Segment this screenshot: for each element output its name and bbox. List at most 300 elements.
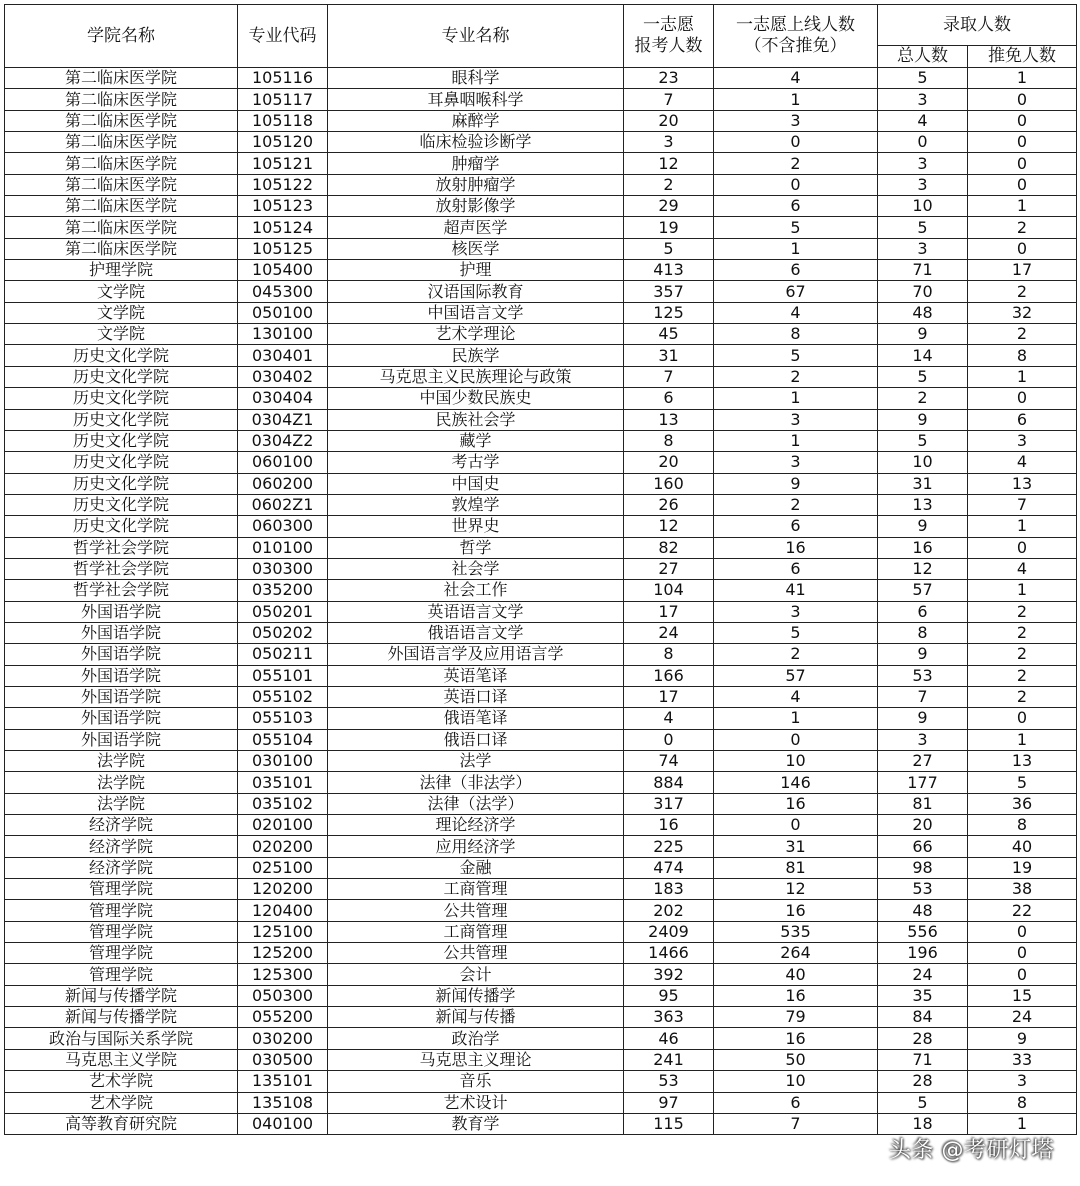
code-cell: 025100 [238,857,328,878]
code-cell: 125200 [238,943,328,964]
qualified-cell: 1 [714,708,878,729]
major-cell: 肿瘤学 [328,153,624,174]
qualified-cell: 67 [714,281,878,302]
table-body [5,68,1077,1135]
table-row [5,836,1077,857]
college-cell: 政治与国际关系学院 [5,1028,238,1049]
code-cell: 135108 [238,1092,328,1113]
code-cell: 055102 [238,686,328,707]
major-cell: 世界史 [328,516,624,537]
qualified-cell: 4 [714,302,878,323]
exempt-cell: 22 [968,900,1077,921]
table-row [5,729,1077,750]
qualified-cell: 12 [714,879,878,900]
table-row [5,601,1077,622]
major-cell: 英语口译 [328,686,624,707]
applicants-cell: 20 [624,452,714,473]
college-cell: 外国语学院 [5,708,238,729]
qualified-cell: 535 [714,921,878,942]
applicants-cell: 6 [624,388,714,409]
table-row [5,324,1077,345]
applicants-cell: 12 [624,153,714,174]
major-cell: 英语语言文学 [328,601,624,622]
exempt-header: 推免人数 [968,46,1077,68]
applicants-cell: 24 [624,622,714,643]
qualified-cell: 1 [714,430,878,451]
code-cell: 135101 [238,1071,328,1092]
admitted-total-cell: 9 [878,409,968,430]
watermark: 头条 @考研灯塔 [889,1138,1054,1163]
major-cell: 俄语口译 [328,729,624,750]
major-cell: 金融 [328,857,624,878]
major-cell: 俄语语言文学 [328,622,624,643]
major-cell: 临床检验诊断学 [328,132,624,153]
table-row [5,708,1077,729]
admitted-total-cell: 28 [878,1028,968,1049]
qualified-cell: 2 [714,366,878,387]
code-cell: 040100 [238,1113,328,1134]
major-cell: 放射肿瘤学 [328,174,624,195]
college-cell: 护理学院 [5,260,238,281]
college-cell: 艺术学院 [5,1092,238,1113]
applicants-cell: 19 [624,217,714,238]
major-cell: 哲学 [328,537,624,558]
qualified-cell: 1 [714,388,878,409]
table-row [5,302,1077,323]
exempt-cell: 0 [968,174,1077,195]
applicants-header-line1: 一志愿 [643,15,694,35]
college-cell: 第二临床医学院 [5,196,238,217]
table-row [5,174,1077,195]
applicants-cell: 23 [624,68,714,89]
qualified-cell: 146 [714,772,878,793]
qualified-cell: 2 [714,644,878,665]
table-row [5,281,1077,302]
major-cell: 教育学 [328,1113,624,1134]
admitted-total-cell: 10 [878,196,968,217]
admitted-total-cell: 20 [878,815,968,836]
college-cell: 文学院 [5,302,238,323]
major-cell: 马克思主义民族理论与政策 [328,366,624,387]
admitted-total-cell: 48 [878,302,968,323]
college-cell: 法学院 [5,751,238,772]
code-cell: 030401 [238,345,328,366]
qualified-cell: 0 [714,729,878,750]
qualified-header [714,5,878,68]
applicants-cell: 3 [624,132,714,153]
applicants-cell: 884 [624,772,714,793]
college-cell: 艺术学院 [5,1071,238,1092]
admitted-total-cell: 13 [878,494,968,515]
major-cell: 艺术学理论 [328,324,624,345]
college-cell: 哲学社会学院 [5,537,238,558]
admitted-total-cell: 9 [878,708,968,729]
qualified-cell: 6 [714,558,878,579]
code-cell: 105125 [238,238,328,259]
exempt-cell: 32 [968,302,1077,323]
exempt-cell: 0 [968,708,1077,729]
code-cell: 125100 [238,921,328,942]
table-row [5,345,1077,366]
applicants-header-line2: 报考人数 [634,36,703,56]
major-cell: 法律（非法学） [328,772,624,793]
exempt-cell: 15 [968,985,1077,1006]
applicants-cell: 17 [624,601,714,622]
major-cell: 眼科学 [328,68,624,89]
table-row [5,68,1077,89]
college-cell: 第二临床医学院 [5,238,238,259]
applicants-cell: 27 [624,558,714,579]
table-row [5,772,1077,793]
major-cell: 民族学 [328,345,624,366]
qualified-cell: 6 [714,516,878,537]
college-header: 学院名称 [5,5,238,68]
code-cell: 050100 [238,302,328,323]
major-cell: 新闻传播学 [328,985,624,1006]
code-cell: 120400 [238,900,328,921]
exempt-cell: 8 [968,1092,1077,1113]
college-cell: 外国语学院 [5,622,238,643]
code-cell: 050300 [238,985,328,1006]
applicants-cell: 357 [624,281,714,302]
code-cell: 105116 [238,68,328,89]
admitted-total-cell: 5 [878,217,968,238]
major-cell: 法学 [328,751,624,772]
applicants-cell: 74 [624,751,714,772]
exempt-cell: 36 [968,793,1077,814]
code-cell: 0602Z1 [238,494,328,515]
code-cell: 060200 [238,473,328,494]
table-row [5,793,1077,814]
qualified-cell: 10 [714,1071,878,1092]
college-cell: 第二临床医学院 [5,174,238,195]
admitted-total-cell: 9 [878,644,968,665]
code-cell: 035101 [238,772,328,793]
admitted-total-cell: 66 [878,836,968,857]
applicants-cell: 104 [624,580,714,601]
table-row [5,260,1077,281]
code-cell: 105400 [238,260,328,281]
qualified-cell: 16 [714,793,878,814]
exempt-cell: 8 [968,815,1077,836]
qualified-header-line1: 一志愿上线人数 [736,15,855,35]
college-cell: 外国语学院 [5,729,238,750]
qualified-cell: 5 [714,217,878,238]
major-cell: 护理 [328,260,624,281]
table-row [5,452,1077,473]
major-cell: 公共管理 [328,943,624,964]
qualified-cell: 41 [714,580,878,601]
code-cell: 030100 [238,751,328,772]
major-cell: 汉语国际教育 [328,281,624,302]
qualified-cell: 6 [714,196,878,217]
admitted-total-cell: 31 [878,473,968,494]
applicants-cell: 4 [624,708,714,729]
admitted-total-cell: 81 [878,793,968,814]
exempt-cell: 1 [968,196,1077,217]
admitted-total-cell: 12 [878,558,968,579]
major-cell: 政治学 [328,1028,624,1049]
table-row [5,879,1077,900]
code-cell: 010100 [238,537,328,558]
college-cell: 管理学院 [5,943,238,964]
qualified-cell: 6 [714,260,878,281]
applicants-cell: 31 [624,345,714,366]
applicants-cell: 317 [624,793,714,814]
admitted-total-cell: 35 [878,985,968,1006]
table-row [5,665,1077,686]
table-row [5,580,1077,601]
admitted-total-cell: 71 [878,1049,968,1070]
college-cell: 第二临床医学院 [5,153,238,174]
table-row [5,1071,1077,1092]
college-cell: 新闻与传播学院 [5,985,238,1006]
exempt-cell: 0 [968,537,1077,558]
exempt-cell: 2 [968,601,1077,622]
exempt-cell: 4 [968,558,1077,579]
admitted-total-cell: 48 [878,900,968,921]
exempt-cell: 0 [968,388,1077,409]
code-cell: 030300 [238,558,328,579]
college-cell: 管理学院 [5,900,238,921]
major-cell: 英语笔译 [328,665,624,686]
qualified-cell: 2 [714,494,878,515]
college-cell: 外国语学院 [5,644,238,665]
table-row [5,900,1077,921]
applicants-cell: 95 [624,985,714,1006]
college-cell: 马克思主义学院 [5,1049,238,1070]
college-cell: 法学院 [5,793,238,814]
exempt-cell: 2 [968,665,1077,686]
applicants-cell: 183 [624,879,714,900]
college-cell: 第二临床医学院 [5,132,238,153]
exempt-cell: 8 [968,345,1077,366]
code-cell: 035200 [238,580,328,601]
admitted-total-cell: 57 [878,580,968,601]
major-cell: 马克思主义理论 [328,1049,624,1070]
admitted-total-cell: 0 [878,132,968,153]
qualified-cell: 4 [714,68,878,89]
code-cell: 020200 [238,836,328,857]
college-cell: 第二临床医学院 [5,110,238,131]
admitted-total-cell: 7 [878,686,968,707]
major-cell: 外国语言学及应用语言学 [328,644,624,665]
code-cell: 035102 [238,793,328,814]
applicants-cell: 413 [624,260,714,281]
major-cell: 俄语笔译 [328,708,624,729]
applicants-cell: 7 [624,366,714,387]
major-cell: 音乐 [328,1071,624,1092]
code-cell: 060300 [238,516,328,537]
major-cell: 社会工作 [328,580,624,601]
qualified-cell: 16 [714,900,878,921]
admitted-total-cell: 98 [878,857,968,878]
exempt-cell: 6 [968,409,1077,430]
admitted-total-cell: 3 [878,238,968,259]
major-cell: 社会学 [328,558,624,579]
exempt-cell: 0 [968,153,1077,174]
exempt-cell: 24 [968,1007,1077,1028]
applicants-cell: 1466 [624,943,714,964]
major-cell: 放射影像学 [328,196,624,217]
admitted-total-cell: 8 [878,622,968,643]
code-cell: 105123 [238,196,328,217]
exempt-cell: 3 [968,1071,1077,1092]
code-cell: 055103 [238,708,328,729]
major-cell: 工商管理 [328,921,624,942]
applicants-cell: 53 [624,1071,714,1092]
code-cell: 030200 [238,1028,328,1049]
qualified-cell: 3 [714,452,878,473]
table-row [5,1092,1077,1113]
admitted-total-cell: 5 [878,1092,968,1113]
major-cell: 中国史 [328,473,624,494]
major-cell: 藏学 [328,430,624,451]
admitted-total-cell: 6 [878,601,968,622]
college-cell: 高等教育研究院 [5,1113,238,1134]
college-cell: 历史文化学院 [5,430,238,451]
major-cell: 民族社会学 [328,409,624,430]
applicants-cell: 7 [624,89,714,110]
major-cell: 核医学 [328,238,624,259]
header-row [5,5,1077,46]
table-row [5,686,1077,707]
table-row [5,494,1077,515]
table-row [5,89,1077,110]
applicants-header [624,5,714,68]
exempt-cell: 17 [968,260,1077,281]
admitted-total-cell: 196 [878,943,968,964]
exempt-cell: 4 [968,452,1077,473]
table-row [5,473,1077,494]
college-cell: 历史文化学院 [5,409,238,430]
exempt-cell: 0 [968,964,1077,985]
code-cell: 120200 [238,879,328,900]
qualified-cell: 50 [714,1049,878,1070]
college-cell: 法学院 [5,772,238,793]
code-cell: 030404 [238,388,328,409]
admitted-total-cell: 3 [878,153,968,174]
qualified-cell: 57 [714,665,878,686]
applicants-cell: 0 [624,729,714,750]
table-row [5,388,1077,409]
applicants-cell: 225 [624,836,714,857]
table-row [5,558,1077,579]
exempt-cell: 1 [968,580,1077,601]
major-header: 专业名称 [328,5,624,68]
table-row [5,238,1077,259]
table-row [5,921,1077,942]
college-cell: 管理学院 [5,921,238,942]
admitted-total-cell: 71 [878,260,968,281]
qualified-cell: 1 [714,89,878,110]
college-cell: 历史文化学院 [5,494,238,515]
admitted-total-cell: 53 [878,879,968,900]
exempt-cell: 1 [968,366,1077,387]
applicants-cell: 46 [624,1028,714,1049]
table-row [5,409,1077,430]
qualified-cell: 3 [714,110,878,131]
college-cell: 经济学院 [5,857,238,878]
exempt-cell: 3 [968,430,1077,451]
applicants-cell: 166 [624,665,714,686]
exempt-cell: 40 [968,836,1077,857]
qualified-cell: 16 [714,985,878,1006]
qualified-cell: 7 [714,1113,878,1134]
table-row [5,217,1077,238]
code-header: 专业代码 [238,5,328,68]
college-cell: 新闻与传播学院 [5,1007,238,1028]
code-cell: 130100 [238,324,328,345]
major-cell: 敦煌学 [328,494,624,515]
exempt-cell: 2 [968,217,1077,238]
code-cell: 030500 [238,1049,328,1070]
table-row [5,1028,1077,1049]
major-cell: 中国少数民族史 [328,388,624,409]
college-cell: 文学院 [5,324,238,345]
applicants-cell: 17 [624,686,714,707]
code-cell: 0304Z2 [238,430,328,451]
code-cell: 020100 [238,815,328,836]
admitted-total-cell: 14 [878,345,968,366]
qualified-cell: 3 [714,409,878,430]
exempt-cell: 0 [968,132,1077,153]
code-cell: 045300 [238,281,328,302]
college-cell: 管理学院 [5,964,238,985]
code-cell: 105120 [238,132,328,153]
college-cell: 经济学院 [5,836,238,857]
applicants-cell: 8 [624,430,714,451]
major-cell: 公共管理 [328,900,624,921]
table-row [5,751,1077,772]
total-header: 总人数 [878,46,968,68]
qualified-cell: 4 [714,686,878,707]
qualified-cell: 1 [714,238,878,259]
qualified-cell: 5 [714,622,878,643]
major-cell: 会计 [328,964,624,985]
admitted-total-cell: 9 [878,516,968,537]
code-cell: 105118 [238,110,328,131]
applicants-cell: 2409 [624,921,714,942]
admitted-total-cell: 28 [878,1071,968,1092]
table-row [5,153,1077,174]
major-cell: 理论经济学 [328,815,624,836]
qualified-cell: 16 [714,1028,878,1049]
table-row [5,196,1077,217]
table-row [5,516,1077,537]
exempt-cell: 9 [968,1028,1077,1049]
major-cell: 新闻与传播 [328,1007,624,1028]
admitted-total-cell: 4 [878,110,968,131]
college-cell: 外国语学院 [5,601,238,622]
major-cell: 法律（法学） [328,793,624,814]
college-cell: 第二临床医学院 [5,217,238,238]
exempt-cell: 0 [968,921,1077,942]
admitted-total-cell: 18 [878,1113,968,1134]
table-row [5,644,1077,665]
college-cell: 历史文化学院 [5,366,238,387]
admitted-total-cell: 3 [878,89,968,110]
code-cell: 105121 [238,153,328,174]
exempt-cell: 2 [968,324,1077,345]
code-cell: 060100 [238,452,328,473]
admitted-total-cell: 2 [878,388,968,409]
table-row [5,366,1077,387]
table-row [5,985,1077,1006]
table-row [5,1049,1077,1070]
applicants-cell: 29 [624,196,714,217]
applicants-cell: 363 [624,1007,714,1028]
